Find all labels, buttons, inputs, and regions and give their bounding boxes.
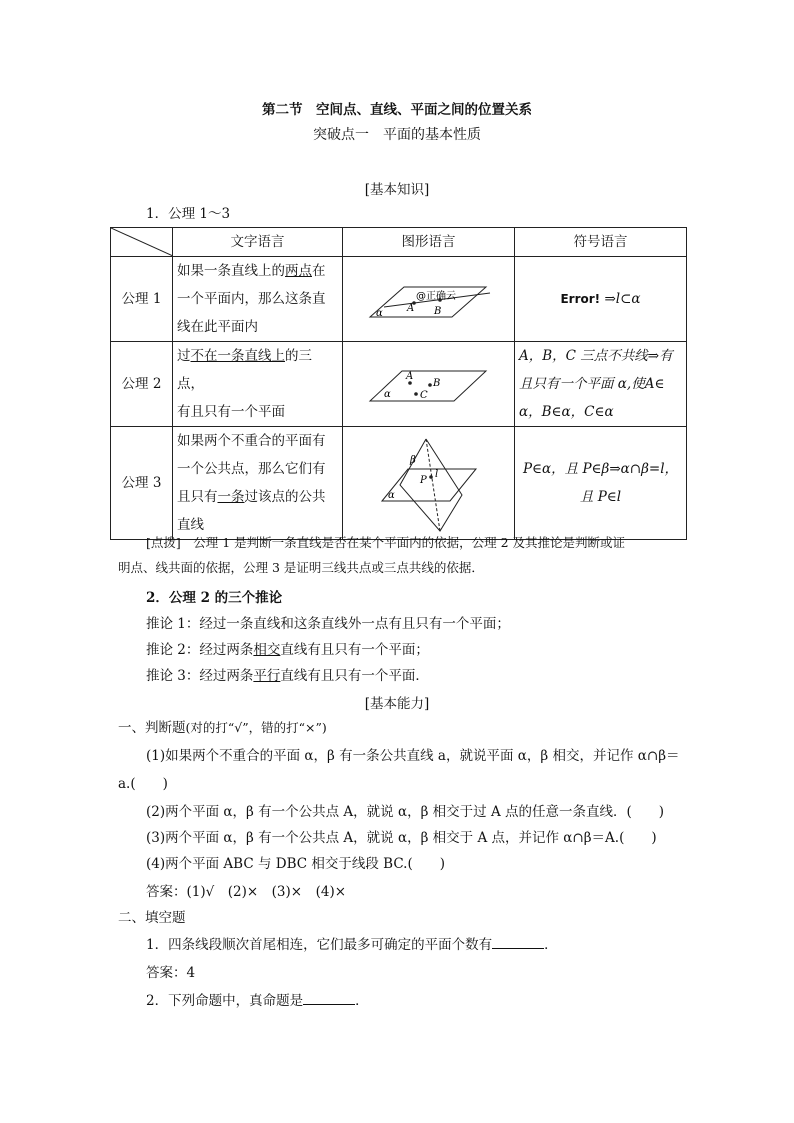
- axiom-1-name: 公理 1: [111, 257, 173, 342]
- diagonal-header-cell: [111, 228, 173, 257]
- corollaries-title: 2．公理 2 的三个推论: [146, 590, 283, 606]
- axioms-table: [110, 227, 687, 540]
- corollary-2: 推论 2：经过两条相交直线有且只有一个平面；: [146, 642, 429, 658]
- judge-section-title: 一、判断题(对的打“√”，错的打“×”): [118, 720, 327, 736]
- axiom-2-symbol: A，B，C 三点不共线⇒有 且只有一个平面 α,使A∈ α，B∈α，C∈α: [515, 342, 687, 427]
- svg-text:α: α: [387, 490, 395, 501]
- column-header-figure: 图形语言: [343, 228, 515, 257]
- svg-text:A: A: [406, 303, 414, 314]
- fill-blank-2[interactable]: [303, 992, 355, 1005]
- column-header-text: 文字语言: [173, 228, 343, 257]
- column-header-symbol: 符号语言: [515, 228, 687, 257]
- axioms-item-title: 1．公理 1～3: [146, 206, 231, 222]
- svg-text:l: l: [434, 469, 438, 480]
- tip-line-2: 明点、线共面的依据，公理 3 是证明三线共点或三点共线的依据．: [118, 560, 484, 575]
- svg-text:@正确云: @正确云: [415, 291, 456, 302]
- tip-line-1: [点拨] 公理 1 是判断一条直线是否在某个平面内的依据，公理 2 及其推论是判断或证: [146, 535, 626, 550]
- intersecting-planes-diagram: [344, 431, 514, 535]
- axiom-2-figure: [343, 342, 515, 427]
- svg-text:P: P: [419, 475, 427, 486]
- judge-question-1-line-2: a.( ): [118, 776, 168, 792]
- fill-section-title: 二、填空题: [118, 910, 186, 926]
- table-row: [111, 427, 687, 540]
- table-header-row: [111, 228, 687, 257]
- axiom-1-text: 如果一条直线上的两点在 一个平面内，那么这条直 线在此平面内: [173, 257, 343, 342]
- svg-text:B: B: [433, 306, 441, 317]
- axiom-1-figure: [343, 257, 515, 342]
- corollary-3: 推论 3：经过两条平行直线有且只有一个平面．: [146, 668, 429, 684]
- axiom-3-symbol: P∈α，且 P∈β⇒α∩β=l， 且 P∈l: [515, 427, 687, 540]
- fill-answer: 答案：4: [146, 965, 196, 981]
- axiom-3-name: 公理 3: [111, 427, 173, 540]
- table-row: [111, 342, 687, 427]
- diagonal-line: [111, 228, 173, 256]
- three-points-plane-diagram: [344, 359, 514, 409]
- judge-question-1-line-1: (1)如果两个不重合的平面 α，β 有一条公共直线 a，就说平面 α，β 相交，并记作 α∩β＝: [146, 748, 680, 764]
- judge-question-4: (4)两个平面 ABC 与 DBC 相交于线段 BC.( ): [146, 856, 445, 872]
- axiom-3-figure: [343, 427, 515, 540]
- judge-answer: 答案：(1)√ (2)× (3)× (4)×: [146, 884, 347, 900]
- svg-text:β: β: [409, 455, 416, 466]
- fill-question-2: 2．下列命题中，真命题是 ．: [146, 993, 369, 1009]
- judge-question-2: (2)两个平面 α，β 有一个公共点 A，就说 α，β 相交于过 A 点的任意一条直线．( ): [146, 804, 665, 820]
- corollary-1: 推论 1：经过一条直线和这条直线外一点有且只有一个平面；: [146, 616, 510, 632]
- axiom-2-name: 公理 2: [111, 342, 173, 427]
- subsection-title: 突破点一 平面的基本性质: [313, 127, 481, 143]
- section-title: 第二节 空间点、直线、平面之间的位置关系: [262, 102, 532, 118]
- judge-question-3: (3)两个平面 α，β 有一个公共点 A，就说 α，β 相交于 A 点，并记作 α∩β＝A.( ): [146, 830, 657, 846]
- svg-text:B: B: [432, 378, 440, 389]
- svg-text:α: α: [375, 308, 383, 319]
- svg-text:A: A: [405, 371, 413, 382]
- basic-ability-heading: [基本能力]: [364, 696, 430, 712]
- axiom-2-text: 过不在一条直线上的三点， 有且只有一个平面: [173, 342, 343, 427]
- plane-line-diagram: [344, 269, 514, 329]
- table-row: [111, 257, 687, 342]
- fill-blank-1[interactable]: [492, 936, 544, 949]
- axiom-3-text: 如果两个不重合的平面有 一个公共点，那么它们有 且只有一条过该点的公共 直线: [173, 427, 343, 540]
- basic-knowledge-heading: [基本知识]: [364, 182, 430, 198]
- svg-text:C: C: [419, 390, 428, 401]
- svg-text:α: α: [383, 389, 391, 400]
- fill-question-1: 1．四条线段顺次首尾相连，它们最多可确定的平面个数有 ．: [146, 937, 558, 953]
- axiom-1-symbol: Error! ⇒l⊂α: [515, 257, 687, 342]
